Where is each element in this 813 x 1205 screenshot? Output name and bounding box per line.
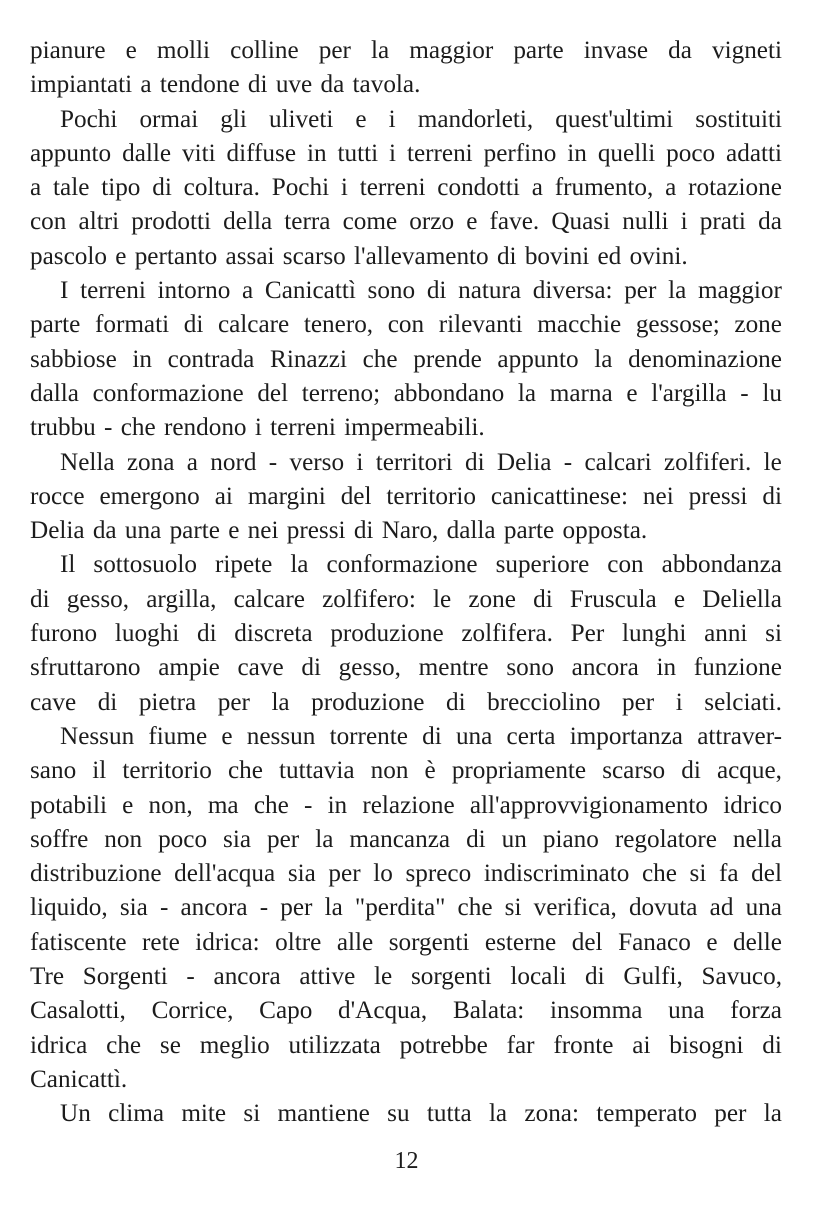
text-line: trubbu - che rendono i terreni impermeabili.: [30, 414, 485, 442]
text-line: Nessun fiume e nessun torrente di una certa importanza attraver-: [60, 722, 782, 750]
text-line: Un clima mite si mantiene su tutta la zona: temperato per la: [60, 1100, 782, 1128]
text-line: Delia da una parte e nei pressi di Naro, dalla parte opposta.: [30, 517, 648, 545]
text-line: liquido, sia - ancora - per la "perdita" che si verifica, dovuta ad una: [30, 894, 782, 922]
text-line: rocce emergono ai margini del territorio canicattinese: nei pressi di: [30, 482, 782, 510]
text-line: impiantati a tendone di uve da tavola.: [30, 71, 421, 99]
text-line: soffre non poco sia per la mancanza di un piano regolatore nella: [30, 825, 782, 853]
text-line: di gesso, argilla, calcare zolfifero: le zone di Fruscula e Deliella: [30, 585, 782, 613]
text-line: furono luoghi di discreta produzione zolfifera. Per lunghi anni si: [30, 620, 782, 648]
text-line: Canicattì.: [30, 1065, 128, 1093]
text-line: sabbiose in contrada Rinazzi che prende appunto la denominazione: [30, 345, 782, 373]
text-line: pianure e molli colline per la maggior parte invase da vigneti: [30, 37, 782, 64]
text-line: idrica che se meglio utilizzata potrebbe far fronte ai bisogni di: [30, 1031, 782, 1059]
text-line: con altri prodotti della terra come orzo e fave. Quasi nulli i prati da: [30, 208, 782, 236]
text-line: appunto dalle viti diffuse in tutti i terreni perfino in quelli poco adatti: [30, 139, 782, 167]
text-line: Nella zona a nord - verso i territori di Delia - calcari zolfiferi. le: [60, 448, 782, 476]
text-line: sano il territorio che tuttavia non è propriamente scarso di acque,: [30, 757, 782, 785]
text-line: dalla conformazione del terreno; abbondano la marna e l'argilla - lu: [30, 379, 782, 407]
page-body: [30, 34, 782, 1132]
text-line: fatiscente rete idrica: oltre alle sorgenti esterne del Fanaco e delle: [30, 928, 782, 956]
text-line: cave di pietra per la produzione di brecciolino per i selciati.: [30, 688, 782, 716]
page-number: 12: [394, 1148, 419, 1174]
text-line: Casalotti, Corrice, Capo d'Acqua, Balata: insomma una forza: [30, 997, 782, 1025]
text-line: Il sottosuolo ripete la conformazione superiore con abbondanza: [60, 551, 782, 579]
text-line: Pochi ormai gli uliveti e i mandorleti, quest'ultimi sostituiti: [60, 105, 782, 133]
text-line: pascolo e pertanto assai scarso l'allevamento di bovini ed ovini.: [30, 242, 688, 270]
text-line: parte formati di calcare tenero, con rilevanti macchie gessose; zone: [30, 311, 782, 339]
text-line: sfruttarono ampie cave di gesso, mentre sono ancora in funzione: [30, 654, 782, 682]
text-line: distribuzione dell'acqua sia per lo spreco indiscriminato che si fa del: [30, 860, 782, 888]
text-line: a tale tipo di coltura. Pochi i terreni condotti a frumento, a rotazione: [30, 174, 782, 202]
text-line: Tre Sorgenti - ancora attive le sorgenti locali di Gulfi, Savuco,: [30, 963, 782, 991]
text-line: I terreni intorno a Canicattì sono di natura diversa: per la maggior: [60, 277, 782, 305]
text-line: potabili e non, ma che - in relazione all'approvvigionamento idrico: [30, 791, 782, 819]
